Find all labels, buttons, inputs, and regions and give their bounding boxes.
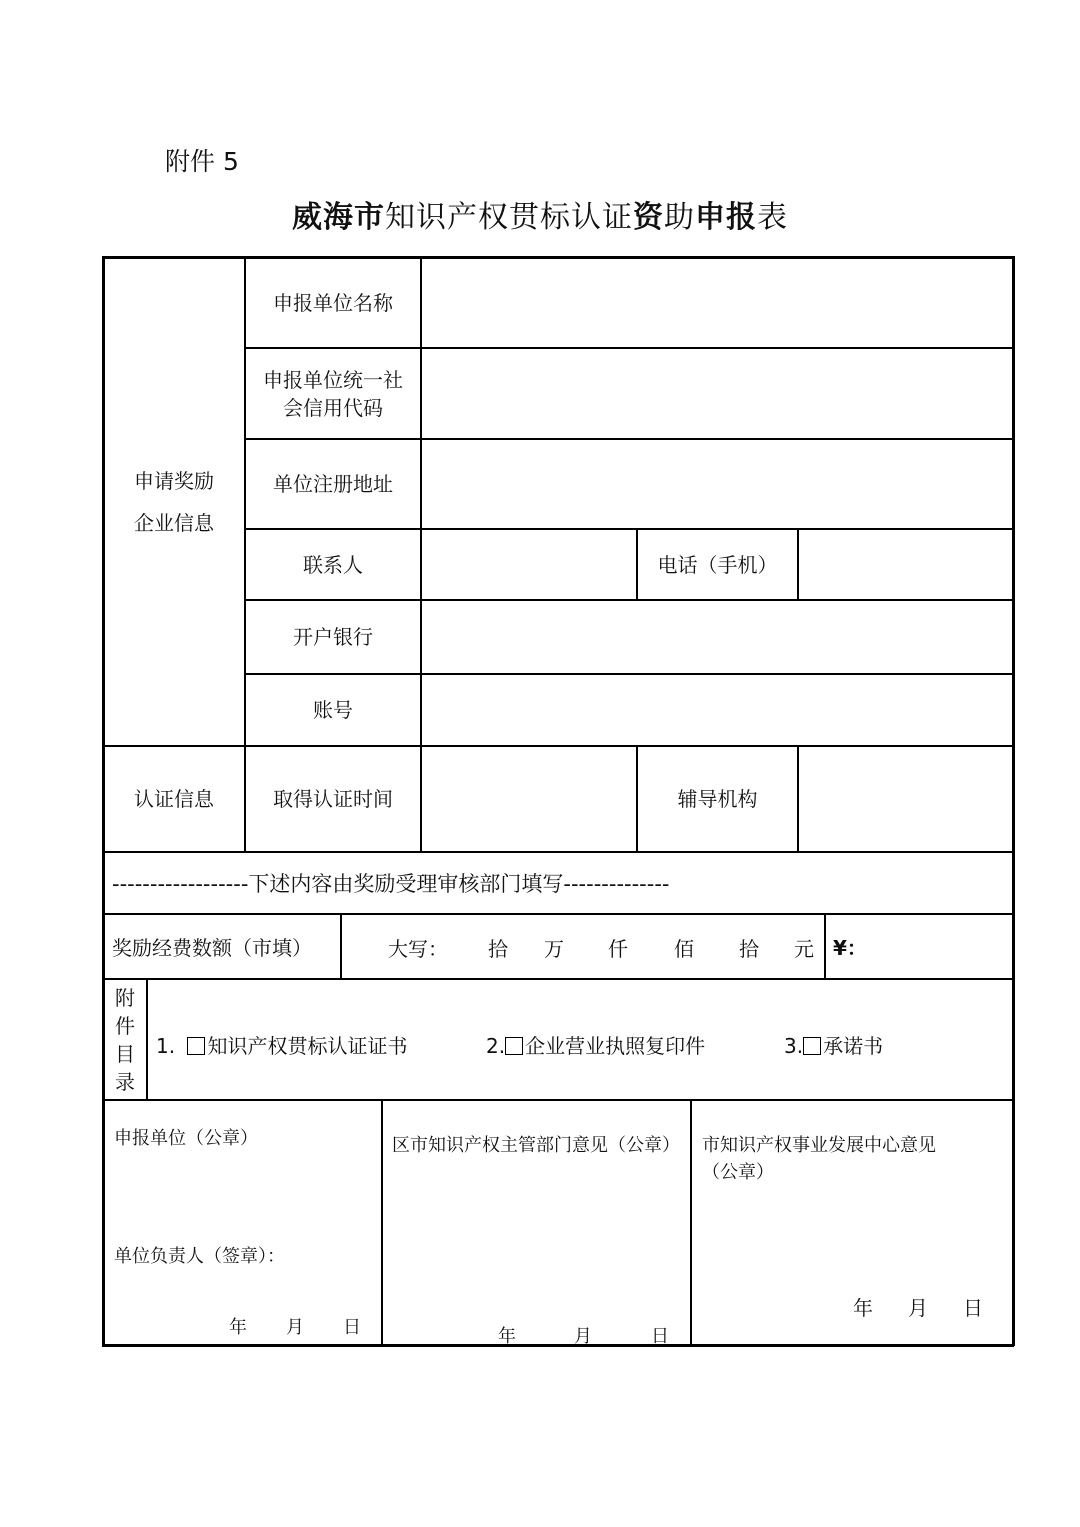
attachment-label: 附件 5 xyxy=(165,147,239,176)
phone-label: 电话（手机） xyxy=(657,552,778,577)
title-part: 资 xyxy=(633,200,664,235)
checkbox-commitment[interactable] xyxy=(803,1037,821,1055)
unit-bai: 佰 xyxy=(674,937,694,961)
review-divider-text: ------------------下述内容由奖励受理审核部门填写-------------- xyxy=(112,872,670,896)
title-part: 申报 xyxy=(695,200,757,235)
col-divider xyxy=(381,1099,383,1346)
contact-field[interactable] xyxy=(422,530,636,599)
attachments-label-char: 录 xyxy=(115,1069,135,1094)
funding-label: 奖励经费数额（市填） xyxy=(112,936,312,960)
col2-month: 月 xyxy=(574,1326,592,1347)
col1-month: 月 xyxy=(286,1317,304,1338)
col3-title-line2: （公章） xyxy=(702,1162,774,1183)
address-label: 单位注册地址 xyxy=(273,472,393,496)
attachment-num: 3. xyxy=(784,1034,804,1058)
attachment-item-3 xyxy=(784,1030,883,1059)
title-part: 表 xyxy=(757,200,788,235)
unit-wan: 万 xyxy=(544,937,564,961)
attachment-item-2 xyxy=(486,1030,705,1059)
account-field[interactable] xyxy=(422,675,1012,745)
col-divider xyxy=(824,913,826,979)
unit-shi-wan: 拾 xyxy=(488,937,508,961)
cert-section-label: 认证信息 xyxy=(134,787,214,811)
col-divider xyxy=(146,978,148,1100)
phone-field[interactable] xyxy=(799,530,1012,599)
title-part: 助 xyxy=(664,200,695,235)
unit-name-label: 申报单位名称 xyxy=(273,290,393,315)
attachments-label xyxy=(104,980,146,1099)
row-divider xyxy=(102,1099,1014,1101)
row-divider xyxy=(102,978,1014,980)
col-divider xyxy=(690,1099,692,1346)
col2-day: 日 xyxy=(651,1326,669,1347)
page-title xyxy=(0,192,1080,236)
col1-day: 日 xyxy=(343,1317,361,1338)
company-section-label xyxy=(104,258,244,745)
table-border xyxy=(1012,256,1015,1346)
col2-title: 区市知识产权主管部门意见（公章） xyxy=(392,1135,680,1156)
attachment-text: 承诺书 xyxy=(823,1034,884,1058)
company-label-line1: 申请奖励 xyxy=(134,468,214,493)
col2-year: 年 xyxy=(498,1326,516,1347)
bank-field[interactable] xyxy=(422,601,1012,673)
credit-code-line1: 申报单位统一社 xyxy=(263,367,403,392)
agency-field[interactable] xyxy=(799,747,1012,851)
attachments-label-char: 附 xyxy=(115,985,135,1010)
address-field[interactable] xyxy=(422,440,1012,528)
col1-sign: 单位负责人（签章）： xyxy=(114,1246,285,1267)
cert-time-label: 取得认证时间 xyxy=(273,787,393,811)
col1-year: 年 xyxy=(229,1317,247,1338)
credit-code-line2: 会信用代码 xyxy=(283,395,383,420)
col3-title-line1: 市知识产权事业发展中心意见 xyxy=(702,1135,936,1156)
unit-yuan: 元 xyxy=(794,937,814,961)
caps-label: 大写： xyxy=(388,937,448,961)
credit-code-field[interactable] xyxy=(422,349,1012,438)
col3-day: 日 xyxy=(963,1296,983,1320)
checkbox-license[interactable] xyxy=(505,1037,523,1055)
funding-caps-area xyxy=(342,915,824,978)
unit-name-field[interactable] xyxy=(422,258,1012,347)
attachment-num: 2. xyxy=(486,1034,506,1058)
col1-title: 申报单位（公章） xyxy=(114,1128,258,1149)
title-part: 知识产权贯标认证 xyxy=(385,200,633,235)
company-label-line2: 企业信息 xyxy=(134,510,214,535)
attachment-text: 知识产权贯标认证证书 xyxy=(207,1034,408,1058)
attachments-label-char: 件 xyxy=(115,1013,135,1038)
col3-year: 年 xyxy=(853,1296,873,1320)
bank-label: 开户银行 xyxy=(293,625,373,649)
account-label: 账号 xyxy=(313,698,353,722)
title-part: 威海市 xyxy=(292,200,385,235)
attachment-item-1 xyxy=(156,1030,407,1059)
credit-code-label xyxy=(246,349,420,438)
checkbox-cert[interactable] xyxy=(187,1037,205,1055)
agency-label: 辅导机构 xyxy=(677,787,758,811)
attachment-num: 1. xyxy=(156,1034,176,1058)
attachments-label-char: 目 xyxy=(115,1041,135,1066)
table-border xyxy=(102,1344,1014,1347)
cert-time-field[interactable] xyxy=(422,747,636,851)
unit-shi: 拾 xyxy=(739,937,759,961)
yen-label: ¥： xyxy=(833,936,867,960)
attachment-text: 企业营业执照复印件 xyxy=(525,1034,706,1058)
col3-month: 月 xyxy=(908,1296,928,1320)
contact-label: 联系人 xyxy=(303,552,363,577)
unit-qian: 仟 xyxy=(608,937,628,961)
